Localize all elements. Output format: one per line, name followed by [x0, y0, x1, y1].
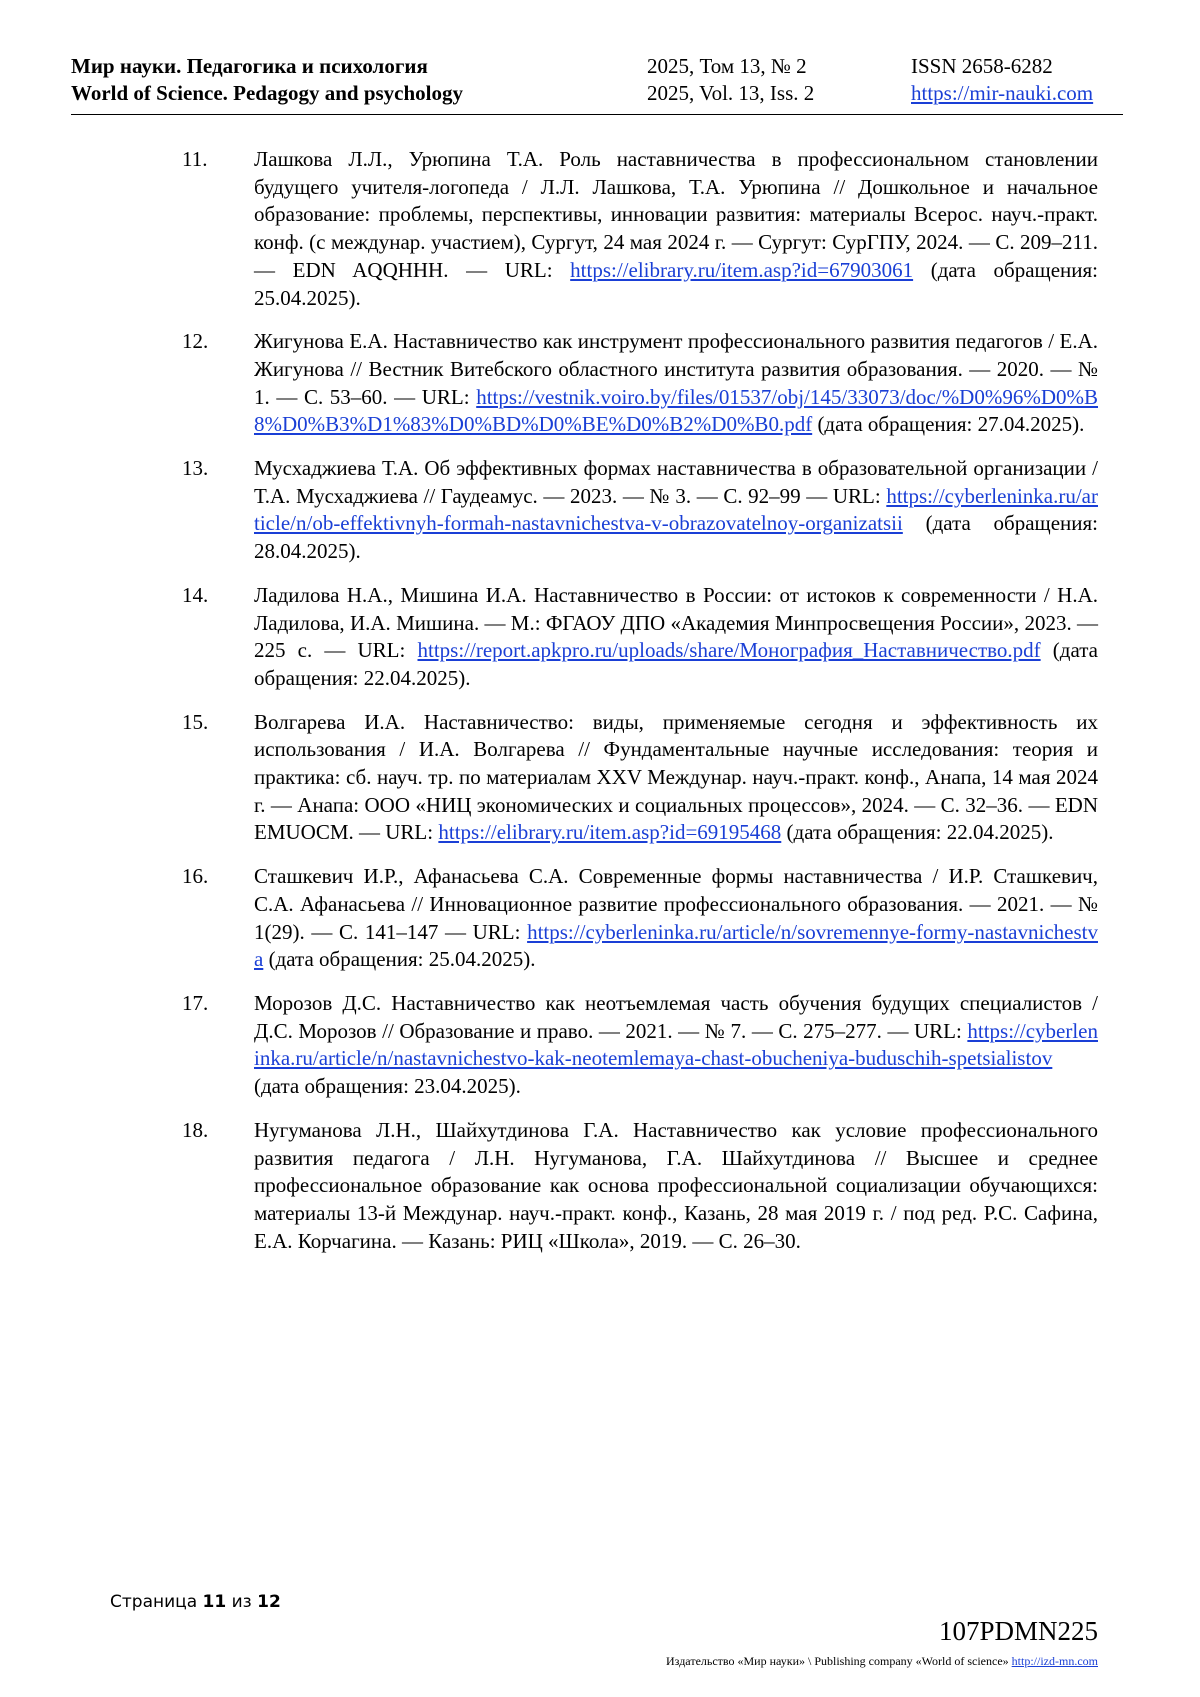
reference-text: Мусхаджиева Т.А. Об эффективных формах наставничества в образовательной организации / Т.А. Мусхаджиева // Гаудеамус. — 2023. — № 3. — С. 92–99 — URL:	[254, 456, 1098, 508]
volume-en: 2025, Vol. 13, Iss. 2	[647, 81, 815, 105]
reference-item	[182, 328, 1098, 439]
reference-access-date: (дата обращения: 22.04.2025).	[254, 638, 1098, 690]
publisher-link[interactable]: http://izd-mn.com	[1011, 1654, 1098, 1668]
page-separator: из	[231, 1592, 252, 1612]
reference-item	[182, 582, 1098, 693]
reference-text: Ладилова Н.А., Мишина И.А. Наставничество в России: от истоков к современности / Н.А. Ладилова, И.А. Мишина. — М.: ФГАОУ ДПО «Академия Минпросвещения России», 2023. — 225 с. — URL:	[254, 582, 1098, 663]
publisher-line	[666, 1654, 1098, 1669]
reference-item	[182, 146, 1098, 312]
reference-text: Морозов Д.С. Наставничество как неотъемлемая часть обучения будущих специалистов / Д.С. Морозов // Образование и право. — 2021. — № 7. — С. 275–277. — URL:	[254, 990, 1098, 1043]
reference-number: 18.	[182, 1117, 209, 1142]
reference-access-date: (дата обращения: 25.04.2025).	[263, 947, 536, 972]
reference-access-date: (дата обращения: 22.04.2025).	[781, 820, 1054, 845]
reference-access-date: (дата обращения: 23.04.2025).	[254, 1074, 521, 1099]
reference-url-link[interactable]: https://report.apkpro.ru/uploads/share/Монография_Наставничество.pdf	[417, 638, 1041, 663]
journal-site-link[interactable]: https://mir-nauki.com	[911, 81, 1094, 105]
reference-url-link[interactable]: https://cyberleninka.ru/article/n/ob-effektivnyh-formah-nastavnichestva-v-obrazovatelnoy-organizatsii	[254, 483, 1098, 536]
header-row-en	[71, 81, 1123, 109]
journal-title-en: World of Science. Pedagogy and psychology	[71, 81, 464, 105]
reference-number: 12.	[182, 329, 209, 354]
reference-text: Сташкевич И.Р., Афанасьева С.А. Современные формы наставничества / И.Р. Сташкевич, С.А. Афанасьева // Инновационное развитие профессионального образования. — 2021. — № 1(29). — С. 141–147 — URL:	[254, 864, 1098, 944]
reference-url-link[interactable]: https://vestnik.voiro.by/files/01537/obj/145/33073/doc/%D0%96%D0%B8%D0%B3%D1%83%D0%BD%D0%BE%D0%B2%D0%B0.pdf	[254, 384, 1098, 437]
reference-item	[182, 1117, 1098, 1256]
reference-url-link[interactable]: https://elibrary.ru/item.asp?id=67903061	[570, 257, 914, 282]
page-number	[110, 1592, 281, 1612]
reference-access-date: (дата обращения: 28.04.2025).	[254, 511, 1098, 564]
journal-title-ru: Мир науки. Педагогика и психология	[71, 54, 428, 78]
reference-access-date: (дата обращения: 27.04.2025).	[812, 412, 1085, 437]
reference-item	[182, 863, 1098, 974]
reference-url-link[interactable]: https://cyberleninka.ru/article/n/sovremennye-formy-nastavnichestva	[254, 919, 1098, 972]
journal-header	[71, 52, 1123, 115]
reference-list	[182, 146, 1098, 1271]
reference-number: 14.	[182, 582, 209, 607]
reference-text: Волгарева И.А. Наставничество: виды, применяемые сегодня и эффективность их использования / И.А. Волгарева // Фундаментальные научные исследования: теория и практика: сб. науч. тр. по материалам XXV Междунар. науч.-практ. конф., Анапа, 14 мая 2024 г. — Анапа: ООО «НИЦ экономических и социальных процессов», 2024. — С. 32–36. — EDN EMUOCM. — URL:	[254, 709, 1098, 845]
volume-ru: 2025, Том 13, № 2	[647, 54, 807, 78]
reference-number: 11.	[182, 147, 208, 171]
page-current: 11	[202, 1592, 227, 1612]
reference-number: 15.	[182, 709, 209, 734]
reference-text: Нугуманова Л.Н., Шайхутдинова Г.А. Наставничество как условие профессионального развития педагога / Л.Н. Нугуманова, Г.А. Шайхутдинова // Высшее и среднее профессиональное образование как основа профессиональной социализации обучающихся: материалы 13-й Междунар. науч.-практ. конф., Казань, 28 мая 2019 г. / под ред. Р.С. Сафина, Е.А. Корчагина. — Казань: РИЦ «Школа», 2019. — С. 26–30.	[254, 1117, 1098, 1253]
reference-number: 13.	[182, 456, 209, 481]
publisher-text: Издательство «Мир науки» \ Publishing company «World of science»	[666, 1654, 1009, 1668]
reference-item	[182, 990, 1098, 1101]
reference-item	[182, 709, 1098, 848]
reference-access-date: (дата обращения: 25.04.2025).	[254, 257, 1099, 310]
reference-url-link[interactable]: https://cyberleninka.ru/article/n/nastavnichestvo-kak-neotemlemaya-chast-obucheniya-buduschih-spetsialistov	[254, 1018, 1098, 1071]
reference-text: Лашкова Л.Л., Урюпина Т.А. Роль наставничества в профессиональном становлении будущего учителя-логопеда / Л.Л. Лашкова, Т.А. Урюпина // Дошкольное и начальное образование: проблемы, перспективы, инновации развития: материалы Всерос. науч.-практ. конф. (с междунар. участием), Сургут, 24 мая 2024 г. — Сургут: СурГПУ, 2024. — С. 209–211. — EDN AQQHHH. — URL:	[254, 147, 1098, 282]
reference-item	[182, 455, 1098, 566]
reference-number: 17.	[182, 990, 209, 1015]
page-total: 12	[257, 1592, 281, 1612]
article-code: 107PDMN225	[938, 1616, 1098, 1646]
reference-text: Жигунова Е.А. Наставничество как инструмент профессионального развития педагогов / Е.А. Жигунова // Вестник Витебского областного института развития образования. — 2020. — № 1. — С. 53–60. — URL:	[254, 329, 1098, 409]
reference-url-link[interactable]: https://elibrary.ru/item.asp?id=69195468	[438, 820, 782, 845]
issn: ISSN 2658-6282	[911, 54, 1053, 78]
header-row-ru	[71, 54, 1123, 82]
page-prefix: Страница	[110, 1592, 198, 1612]
reference-number: 16.	[182, 864, 209, 889]
